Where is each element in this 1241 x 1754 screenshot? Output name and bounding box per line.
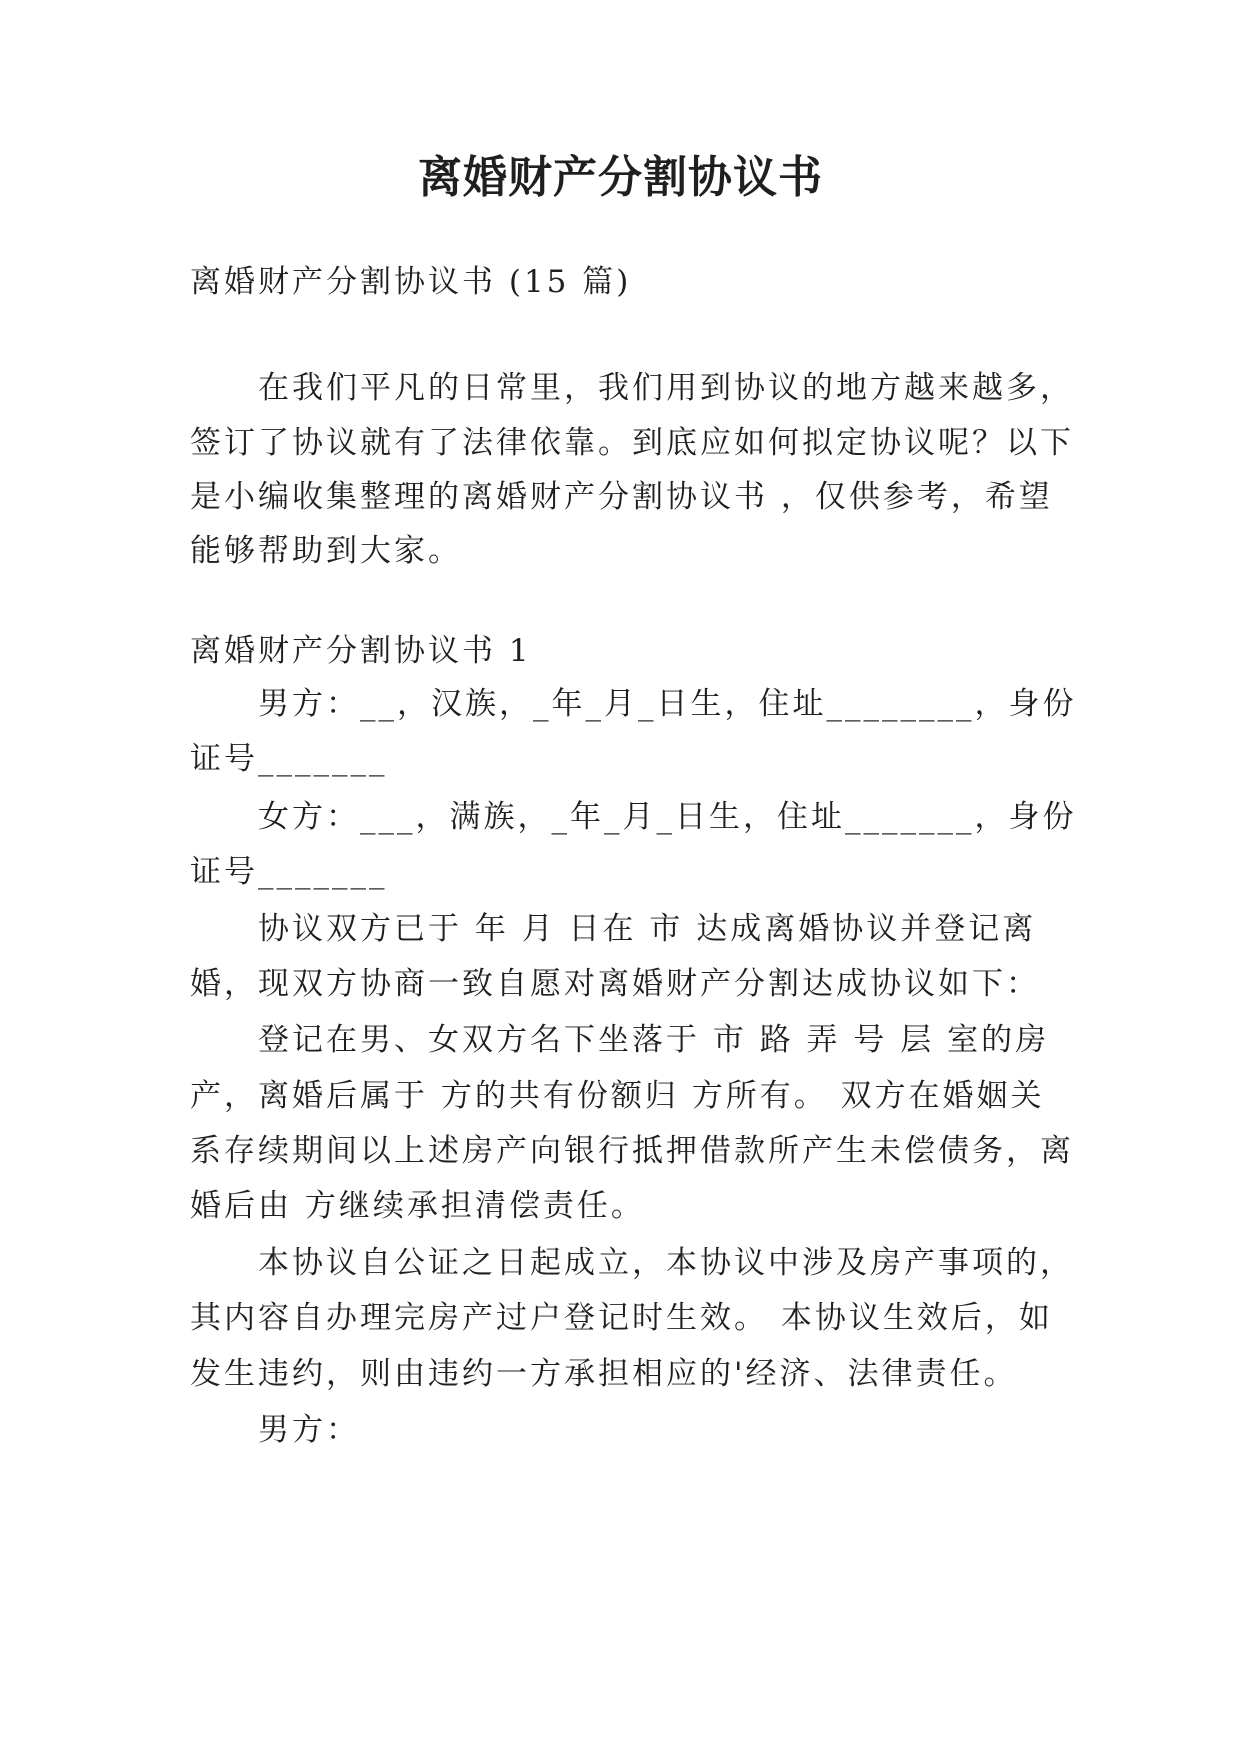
body-line: 证号_______ bbox=[190, 854, 388, 890]
intro-line: 在我们平凡的日常里，我们用到协议的地方越来越多， bbox=[258, 370, 1074, 406]
body-line: 登记在男、女双方名下坐落于 市 路 弄 号 层 室的房 bbox=[258, 1022, 1050, 1058]
body-line: 其内容自办理完房产过户登记时生效。 本协议生效后，如 bbox=[190, 1300, 1053, 1336]
intro-line: 是小编收集整理的离婚财产分割协议书 ，仅供参考，希望 bbox=[190, 479, 1053, 515]
body-line: 证号_______ bbox=[190, 741, 388, 777]
body-line: 本协议自公证之日起成立，本协议中涉及房产事项的， bbox=[258, 1245, 1074, 1281]
document-title: 离婚财产分割协议书 bbox=[418, 152, 823, 203]
section-heading: 离婚财产分割协议书 1 bbox=[190, 633, 532, 669]
intro-line: 能够帮助到大家。 bbox=[190, 533, 462, 569]
body-line: 婚，现双方协商一致自愿对离婚财产分割达成协议如下： bbox=[190, 966, 1040, 1002]
body-line: 系存续期间以上述房产向银行抵押借款所产生未偿债务，离 bbox=[190, 1133, 1074, 1169]
body-line: 婚后由 方继续承担清偿责任。 bbox=[190, 1188, 645, 1224]
body-line: 发生违约，则由违约一方承担相应的'经济、法律责任。 bbox=[190, 1356, 1018, 1392]
body-line: 男方： bbox=[258, 1412, 360, 1448]
body-line: 协议双方已于 年 月 日在 市 达成离婚协议并登记离 bbox=[258, 911, 1037, 947]
document-subtitle: 离婚财产分割协议书 (15 篇) bbox=[190, 264, 632, 300]
body-line: 女方：___，满族，_年_月_日生，住址_______，身份 bbox=[258, 799, 1077, 835]
intro-line: 签订了协议就有了法律依靠。到底应如何拟定协议呢？以下 bbox=[190, 425, 1074, 461]
body-line: 男方：__，汉族，_年_月_日生，住址________，身份 bbox=[258, 686, 1077, 722]
body-line: 产，离婚后属于 方的共有份额归 方所有。 双方在婚姻关 bbox=[190, 1078, 1045, 1114]
